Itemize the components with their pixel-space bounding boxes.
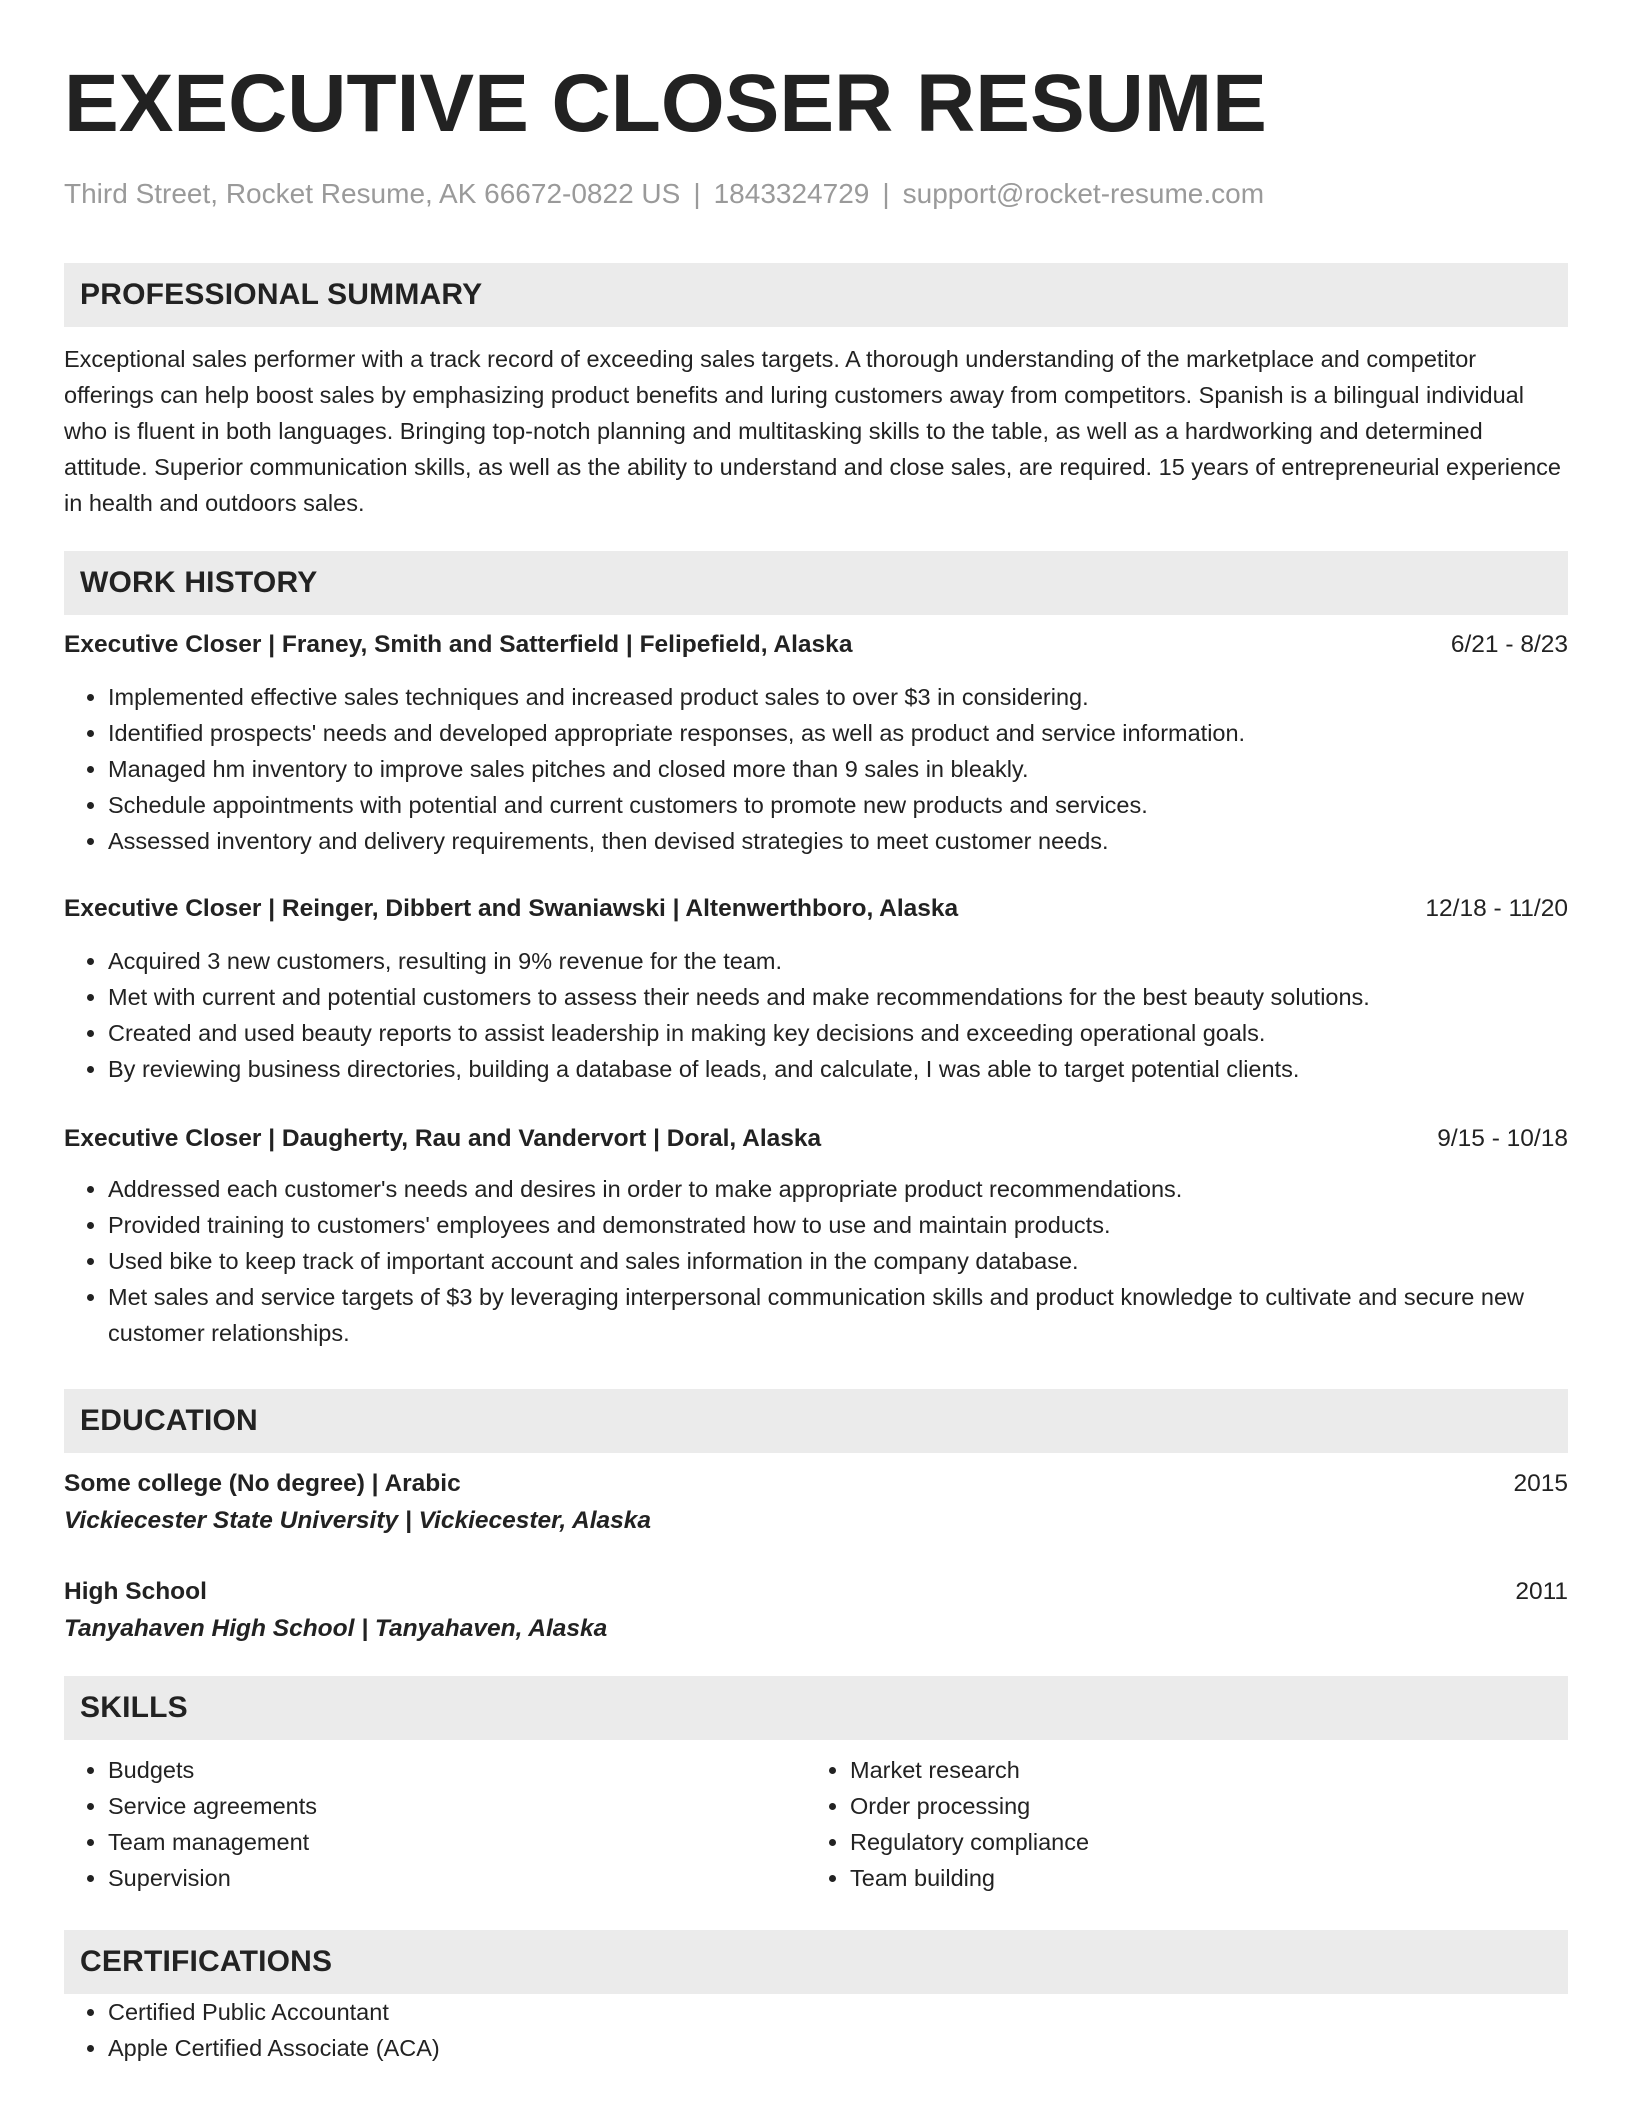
education-degree: High School [64,1578,207,1605]
contact-phone: 1843324729 [713,178,870,209]
job-heading-row [64,891,1568,927]
job-bullet: • Met sales and service targets of $3 by leveraging interpersonal communication skills and product knowledge to cultivate and secure new customer relationships. [108,1279,1568,1351]
education-degree: Some college (No degree) | Arabic [64,1470,461,1497]
job-dates: 6/21 - 8/23 [1450,631,1568,658]
job-title: Executive Closer | Daugherty, Rau and Vandervort | Doral, Alaska [64,1125,822,1152]
skills-column-right [806,1752,1548,1896]
skills-list [64,1752,806,1896]
education-year: 2015 [1513,1470,1568,1497]
section-header-summary: PROFESSIONAL SUMMARY [64,263,1568,327]
job-bullet: • Identified prospects' needs and developed appropriate responses, as well as product and service information. [108,715,1568,751]
education-entry [64,1466,1568,1540]
job-dates: 9/15 - 10/18 [1437,1125,1568,1152]
job-bullet: • Addressed each customer's needs and desires in order to make appropriate product recommendations. [108,1171,1568,1207]
certification-item: • Certified Public Accountant [108,1994,1568,2030]
skill-item: • Team management [108,1824,806,1860]
job-bullet: • Used bike to keep track of important account and sales information in the company database. [108,1243,1568,1279]
education-year: 2011 [1515,1578,1568,1605]
contact-separator: | [693,178,701,209]
job-bullets [64,1171,1568,1351]
job-bullet: • By reviewing business directories, building a database of leads, and calculate, I was able to target potential clients. [108,1051,1568,1087]
skill-item: • Team building [850,1860,1548,1896]
job-bullet: • Assessed inventory and delivery requirements, then devised strategies to meet customer needs. [108,823,1568,859]
contact-line [64,176,1568,212]
job-title: Executive Closer | Franey, Smith and Satterfield | Felipefield, Alaska [64,631,853,658]
job-entry [64,1121,1568,1351]
education-heading-row [64,1466,1568,1502]
job-bullet: • Schedule appointments with potential and current customers to promote new products and services. [108,787,1568,823]
section-header-certifications: CERTIFICATIONS [64,1930,1568,1994]
contact-address: Third Street, Rocket Resume, AK 66672-0822 US [64,178,681,209]
job-bullets [64,679,1568,859]
job-entry [64,891,1568,1087]
job-bullet: • Managed hm inventory to improve sales pitches and closed more than 9 sales in bleakly. [108,751,1568,787]
job-bullet: • Implemented effective sales techniques and increased product sales to over $3 in considering. [108,679,1568,715]
certification-item: • Apple Certified Associate (ACA) [108,2030,1568,2066]
job-bullet: • Created and used beauty reports to assist leadership in making key decisions and exceeding operational goals. [108,1015,1568,1051]
education-school: Tanyahaven High School | Tanyahaven, Alaska [64,1615,608,1642]
skill-item: • Market research [850,1752,1548,1788]
section-header-work-history: WORK HISTORY [64,551,1568,615]
job-bullet: • Provided training to customers' employees and demonstrated how to use and maintain products. [108,1207,1568,1243]
contact-separator: | [882,178,890,209]
job-bullet: • Acquired 3 new customers, resulting in 9% revenue for the team. [108,943,1568,979]
contact-email: support@rocket-resume.com [902,178,1265,209]
education-entry [64,1574,1568,1648]
skill-item: • Order processing [850,1788,1548,1824]
education-heading-row [64,1574,1568,1610]
skills-column-left [64,1752,806,1896]
job-title: Executive Closer | Reinger, Dibbert and Swaniawski | Altenwerthboro, Alaska [64,895,959,922]
section-header-education: EDUCATION [64,1389,1568,1453]
skills-list [806,1752,1548,1896]
section-header-skills: SKILLS [64,1676,1568,1740]
skill-item: • Budgets [108,1752,806,1788]
job-heading-row [64,1121,1568,1157]
skill-item: • Service agreements [108,1788,806,1824]
skill-item: • Supervision [108,1860,806,1896]
job-dates: 12/18 - 11/20 [1425,895,1568,922]
job-bullets [64,943,1568,1087]
job-entry [64,627,1568,859]
education-school: Vickiecester State University | Vickiecester, Alaska [64,1507,652,1534]
job-bullet: • Met with current and potential customers to assess their needs and make recommendations for the best beauty solutions. [108,979,1568,1015]
certifications-list [64,1994,1568,2066]
job-heading-row [64,627,1568,663]
resume-title: EXECUTIVE CLOSER RESUME [64,58,1267,149]
skill-item: • Regulatory compliance [850,1824,1548,1860]
summary-text: Exceptional sales performer with a track record of exceeding sales targets. A thorough understanding of the marketplace and competitor offerings can help boost sales by emphasizing product benefits and luring customers away from competitors. Spanish is a bilingual individual who is fluent in both languages. Bringing top-notch planning and multitasking skills to the table, as well as a hardworking and determined attitude. Superior communication skills, as well as the ability to understand and close sales, are required. 15 years of entrepreneurial experience in health and outdoors sales. [64,346,1561,516]
skills-grid [64,1752,1568,1896]
